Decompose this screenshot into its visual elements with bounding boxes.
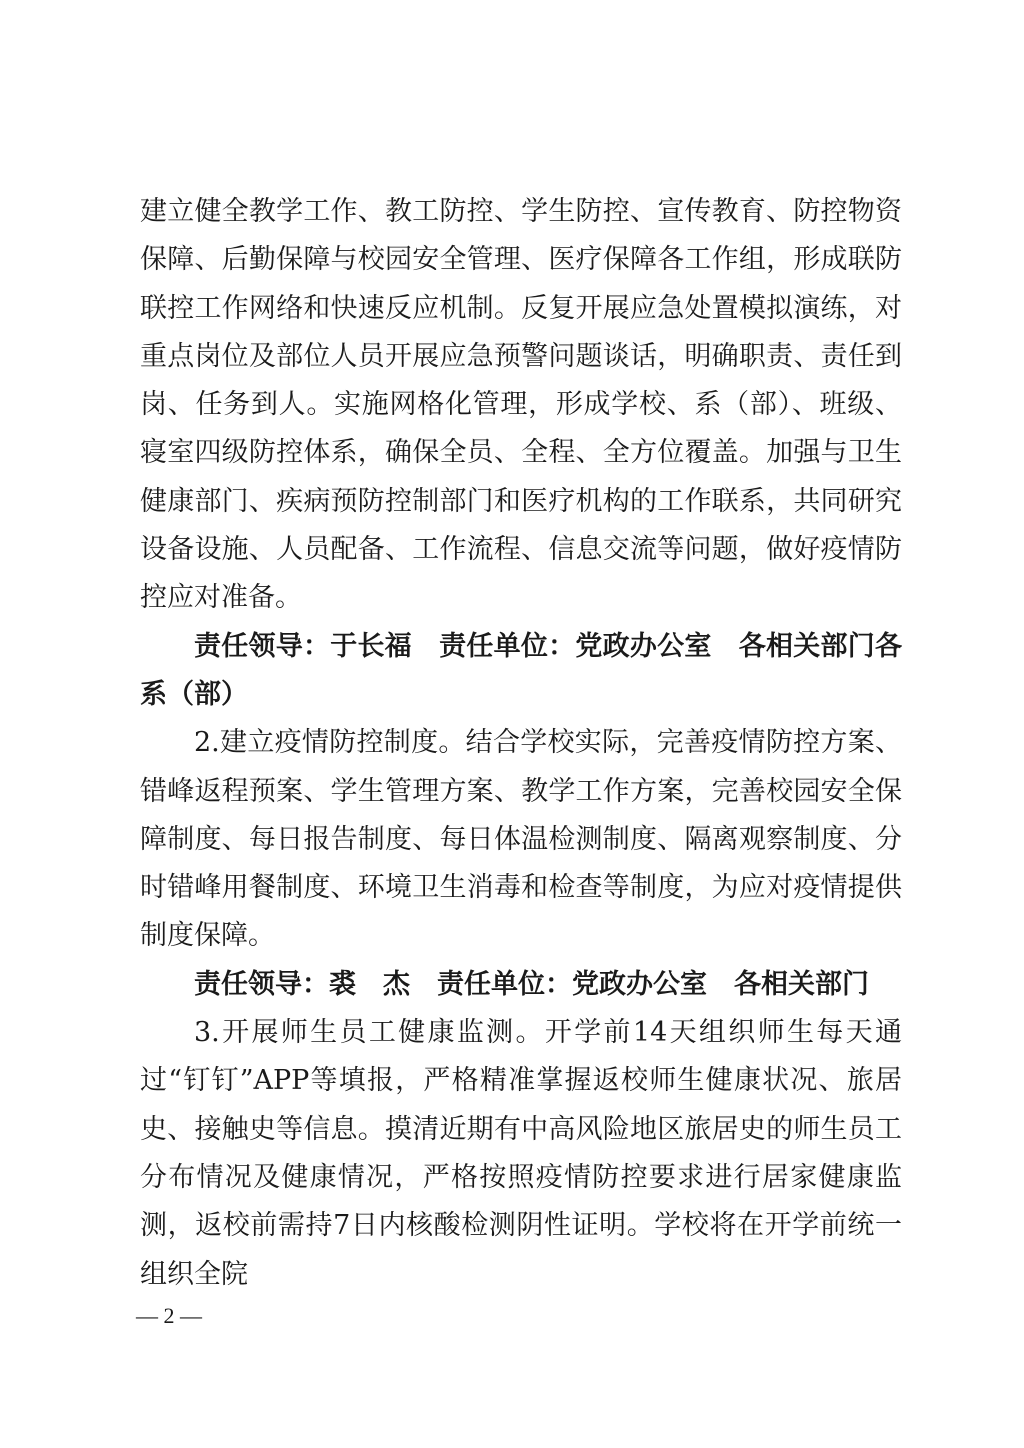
paragraph-continuation: 建立健全教学工作、教工防控、学生防控、宣传教育、防控物资保障、后勤保障与校园安全管理、医疗保障各工作组，形成联防联控工作网络和快速反应机制。反复开展应急处置模拟演练，对重点岗位及部位人员开展应急预警问题谈话，明确职责、责任到岗、任务到人。实施网格化管理，形成学校、系（部）、班级、寝室四级防控体系，确保全员、全程、全方位覆盖。加强与卫生健康部门、疾病预防控制部门和医疗机构的工作联系，共同研究设备设施、人员配备、工作流程、信息交流等问题，做好疫情防控应对准备。 <box>140 196 902 614</box>
paragraph-item-3: 3.开展师生员工健康监测。开学前14天组织师生每天通过“钉钉”APP等填报，严格精准掌握返校师生健康状况、旅居史、接触史等信息。摸清近期有中高风险地区旅居史的师生员工分布情况及健康情况，严格按照疫情防控要求进行居家健康监测，返校前需持7日内核酸检测阴性证明。学校将在开学前统一组织全院 <box>140 1017 902 1290</box>
paragraph-item-2: 2.建立疫情防控制度。结合学校实际，完善疫情防控方案、错峰返程预案、学生管理方案、教学工作方案，完善校园安全保障制度、每日报告制度、每日体温检测制度、隔离观察制度、分时错峰用餐制度、环境卫生消毒和检查等制度，为应对疫情提供制度保障。 <box>140 727 902 952</box>
body-text <box>140 188 902 1299</box>
responsibility-line-2: 责任领导：裘 杰 责任单位：党政办公室 各相关部门 <box>194 968 869 1000</box>
page-number: — 2 — <box>136 1303 202 1328</box>
responsibility-line-1: 责任领导：于长福 责任单位：党政办公室 各相关部门各系（部） <box>140 630 902 710</box>
